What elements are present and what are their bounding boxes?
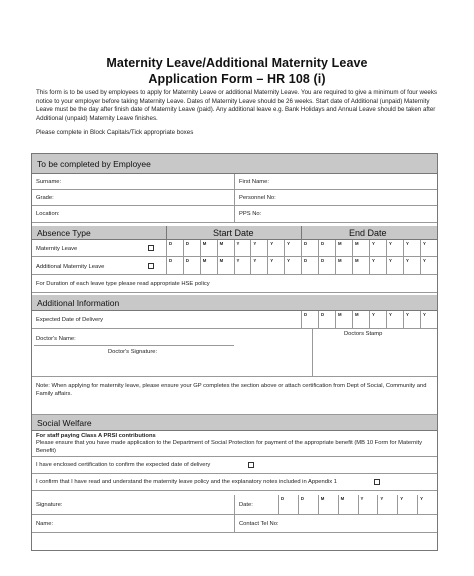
date-digit-letter: Y	[372, 312, 375, 317]
divider	[166, 226, 167, 239]
date-digit-cell[interactable]	[318, 240, 335, 256]
date-digit-cell[interactable]	[267, 240, 284, 256]
prsi-row	[32, 431, 437, 457]
first-name-field[interactable]	[282, 174, 437, 190]
date-digit-cell[interactable]	[377, 495, 397, 514]
date-digit-letter: Y	[270, 241, 274, 246]
date-digit-letter: M	[338, 312, 342, 317]
date-digit-letter: M	[219, 241, 224, 246]
enclosed-checkbox[interactable]	[248, 462, 254, 468]
date-digit-cell[interactable]	[335, 257, 352, 274]
date-digit-letter: Y	[406, 241, 409, 246]
date-digit-letter: Y	[406, 258, 409, 263]
date-digit-letter: M	[338, 258, 342, 263]
date-digit-cell[interactable]	[250, 257, 267, 274]
date-digit-cell[interactable]	[183, 240, 200, 256]
date-label: Date:	[239, 502, 253, 508]
surname-field[interactable]	[32, 174, 234, 190]
date-digit-cell[interactable]	[352, 257, 369, 274]
additional-maternity-checkbox[interactable]	[148, 263, 154, 269]
date-digit-cell[interactable]	[386, 257, 403, 274]
signature-label: Signature:	[36, 502, 63, 508]
date-digit-cell[interactable]	[369, 240, 386, 256]
divider	[234, 515, 235, 532]
doctor-signature-label: Doctor's Signature:	[108, 349, 158, 355]
doctor-name-field[interactable]	[32, 329, 234, 345]
divider	[234, 190, 235, 205]
date-digit-cell[interactable]	[338, 495, 358, 514]
date-digit-letter: Y	[423, 258, 426, 263]
doctor-signature-field[interactable]	[32, 346, 312, 377]
location-row	[32, 206, 437, 223]
date-digit-cell[interactable]	[369, 311, 386, 328]
date-digit-letter: Y	[389, 241, 392, 246]
date-digit-cell[interactable]	[284, 240, 301, 256]
confirm-row	[32, 474, 437, 491]
date-digit-letter: D	[281, 496, 285, 501]
date-digit-cell[interactable]	[200, 257, 217, 274]
contact-field[interactable]	[292, 515, 437, 533]
date-digit-letter: Y	[360, 496, 364, 501]
date-digit-letter: D	[321, 241, 325, 246]
date-digit-cell[interactable]	[403, 257, 420, 274]
surname-label: Surname:	[36, 179, 62, 185]
date-digit-letter: D	[304, 241, 308, 246]
divider	[301, 226, 302, 239]
doctor-row	[32, 329, 437, 377]
date-digit-letter: D	[321, 312, 325, 317]
date-digit-cell[interactable]	[234, 240, 251, 256]
grade-row	[32, 190, 437, 206]
date-digit-cell[interactable]	[386, 240, 403, 256]
start-date-header: Start Date	[213, 228, 254, 238]
date-digit-letter: D	[300, 496, 304, 501]
gp-note: Note: When applying for maternity leave, please ensure your GP completes the section above or attach certification from Dept of Social, Community and Family affairs.	[36, 383, 427, 397]
prsi-text: Please ensure that you have made application to the Department of Social Protection for payment of the appropriate benefit (MB 10 Form for Maternity Benefit)	[36, 440, 423, 454]
grade-label: Grade:	[36, 195, 54, 201]
maternity-start-date[interactable]	[166, 240, 301, 256]
date-digit-letter: M	[219, 258, 224, 263]
date-digit-cell[interactable]	[166, 240, 183, 256]
date-digit-cell[interactable]	[335, 240, 352, 256]
date-digit-cell[interactable]	[352, 240, 369, 256]
date-digit-cell[interactable]	[397, 495, 417, 514]
date-digit-cell[interactable]	[284, 257, 301, 274]
employee-header-label: To be completed by Employee	[37, 159, 151, 169]
date-digit-cell[interactable]	[318, 495, 338, 514]
date-digit-cell[interactable]	[301, 257, 318, 274]
date-digit-letter: Y	[287, 258, 290, 263]
date-digit-cell[interactable]	[217, 257, 234, 274]
date-digit-letter: M	[202, 258, 207, 263]
date-digit-cell[interactable]	[183, 257, 200, 274]
date-digit-cell[interactable]	[278, 495, 298, 514]
employee-section-header	[32, 154, 437, 174]
date-digit-letter: M	[355, 312, 359, 317]
date-digit-cell[interactable]	[403, 240, 420, 256]
date-digit-letter: Y	[423, 241, 426, 246]
date-digit-cell[interactable]	[386, 311, 403, 328]
grade-field[interactable]	[32, 190, 234, 206]
contact-label: Contact Tel No:	[239, 521, 279, 527]
date-digit-cell[interactable]	[335, 311, 352, 328]
instruction-text: Please complete in Block Capitals/Tick appropriate boxes	[36, 129, 194, 136]
date-digit-cell[interactable]	[369, 257, 386, 274]
confirm-checkbox[interactable]	[374, 479, 380, 485]
date-digit-cell[interactable]	[420, 311, 437, 328]
date-digit-letter: Y	[253, 258, 257, 263]
social-welfare-label: Social Welfare	[37, 418, 92, 428]
date-digit-cell[interactable]	[318, 311, 335, 328]
date-digit-letter: D	[321, 258, 325, 263]
additional-end-date[interactable]	[301, 257, 437, 274]
absence-header-label: Absence Type	[37, 228, 91, 238]
date-digit-cell[interactable]	[301, 240, 318, 256]
location-label: Location:	[36, 211, 60, 217]
date-digit-letter: Y	[287, 241, 290, 246]
intro-paragraph: This form is to be used by employees to apply for Maternity Leave or additional Maternity Leave. You are required to give a minimum of four weeks notice to your employer before taking Maternity Leave. Dates of Maternity Leave should be 26 weeks. Start date of Additional (unpaid) Maternity Leave must be the day after finish date of Maternity Leave (paid). Any additional leave e.g. Bank Holidays and Annual Leave should be taken after Additional (unpaid) Maternity Leave finishes.	[36, 89, 438, 123]
date-digit-letter: M	[338, 241, 342, 246]
date-digit-letter: D	[185, 241, 189, 246]
date-digit-letter: M	[340, 496, 345, 501]
confirm-label: I confirm that I have read and understand the maternity leave policy and the explanatory notes included in Appendix 1	[36, 479, 337, 485]
date-digit-cell[interactable]	[420, 240, 437, 256]
maternity-leave-row	[32, 240, 437, 257]
date-digit-cell[interactable]	[234, 257, 251, 274]
date-digit-letter: Y	[372, 258, 375, 263]
form-title: Maternity Leave/Additional Maternity Leave	[106, 56, 368, 70]
date-digit-cell[interactable]	[200, 240, 217, 256]
doctor-name-label: Doctor's Name:	[36, 336, 76, 342]
date-digit-letter: Y	[253, 241, 257, 246]
date-digit-cell[interactable]	[420, 257, 437, 274]
date-digit-cell[interactable]	[403, 311, 420, 328]
date-digit-letter: M	[320, 496, 325, 501]
end-date-header: End Date	[349, 228, 387, 238]
additional-info-label: Additional Information	[37, 298, 120, 308]
date-digit-letter: D	[169, 241, 173, 246]
signature-row	[32, 495, 437, 515]
date-digit-letter: Y	[389, 312, 392, 317]
date-digit-cell[interactable]	[352, 311, 369, 328]
form-subtitle: Application Form – HR 108 (i)	[148, 72, 326, 86]
date-digit-letter: Y	[372, 241, 375, 246]
date-digit-letter: D	[169, 258, 173, 263]
first-name-label: First Name:	[239, 179, 269, 185]
date-digit-letter: Y	[400, 496, 404, 501]
date-digit-letter: M	[355, 241, 359, 246]
date-digit-letter: Y	[389, 258, 392, 263]
date-digit-cell[interactable]	[298, 495, 318, 514]
personnel-no-label: Personnel No:	[239, 195, 276, 201]
date-digit-letter: Y	[236, 258, 240, 263]
hse-note: For Duration of each leave type please read appropriate HSE policy	[36, 281, 210, 287]
date-digit-letter: Y	[423, 312, 426, 317]
date-digit-cell[interactable]	[417, 495, 437, 514]
maternity-leave-label: Maternity Leave	[36, 246, 78, 252]
date-digit-letter: Y	[236, 241, 240, 246]
expected-delivery-row	[32, 311, 437, 329]
date-digit-cell[interactable]	[318, 257, 335, 274]
date-digit-letter: Y	[270, 258, 274, 263]
pps-no-label: PPS No:	[239, 211, 262, 217]
surname-row	[32, 174, 437, 190]
additional-info-header	[32, 295, 437, 311]
enclosed-label: I have enclosed certification to confirm the expected date of delivery	[36, 462, 211, 468]
date-digit-cell[interactable]	[166, 257, 183, 274]
maternity-leave-checkbox[interactable]	[148, 245, 154, 251]
name-row	[32, 515, 437, 533]
divider	[234, 495, 235, 514]
signature-field[interactable]	[32, 495, 234, 515]
prsi-heading: For staff paying Class A PRSI contributions	[36, 433, 156, 439]
location-field[interactable]	[32, 206, 234, 223]
name-label: Name:	[36, 521, 54, 527]
note-row	[32, 377, 437, 415]
social-welfare-header	[32, 415, 437, 431]
date-digit-letter: Y	[420, 496, 423, 501]
date-digit-letter: M	[355, 258, 359, 263]
expected-delivery-label: Expected Date of Delivery	[36, 317, 104, 323]
divider	[234, 206, 235, 222]
date-digit-letter: D	[185, 258, 189, 263]
date-digit-letter: D	[304, 312, 308, 317]
maternity-end-date[interactable]	[301, 240, 437, 256]
date-digit-letter: D	[304, 258, 308, 263]
doctors-stamp-label: Doctors Stamp	[344, 331, 383, 337]
hse-note-row	[32, 275, 437, 293]
signature-date[interactable]	[278, 495, 437, 514]
date-digit-letter: Y	[380, 496, 384, 501]
pps-no-field[interactable]	[272, 206, 437, 223]
date-digit-cell[interactable]	[217, 240, 234, 256]
date-digit-cell[interactable]	[267, 257, 284, 274]
date-digit-cell[interactable]	[250, 240, 267, 256]
personnel-no-field[interactable]	[292, 190, 437, 206]
divider	[234, 174, 235, 189]
additional-maternity-label: Additional Maternity Leave	[36, 264, 105, 270]
date-digit-letter: M	[202, 241, 207, 246]
absence-section-header	[32, 226, 437, 240]
date-digit-letter: Y	[406, 312, 409, 317]
additional-start-date[interactable]	[166, 257, 301, 274]
date-digit-cell[interactable]	[301, 311, 318, 328]
date-digit-cell[interactable]	[358, 495, 378, 514]
enclosed-row	[32, 457, 437, 474]
name-field[interactable]	[32, 515, 234, 533]
additional-maternity-row	[32, 257, 437, 275]
application-form	[31, 153, 438, 551]
expected-delivery-date[interactable]	[301, 311, 437, 328]
